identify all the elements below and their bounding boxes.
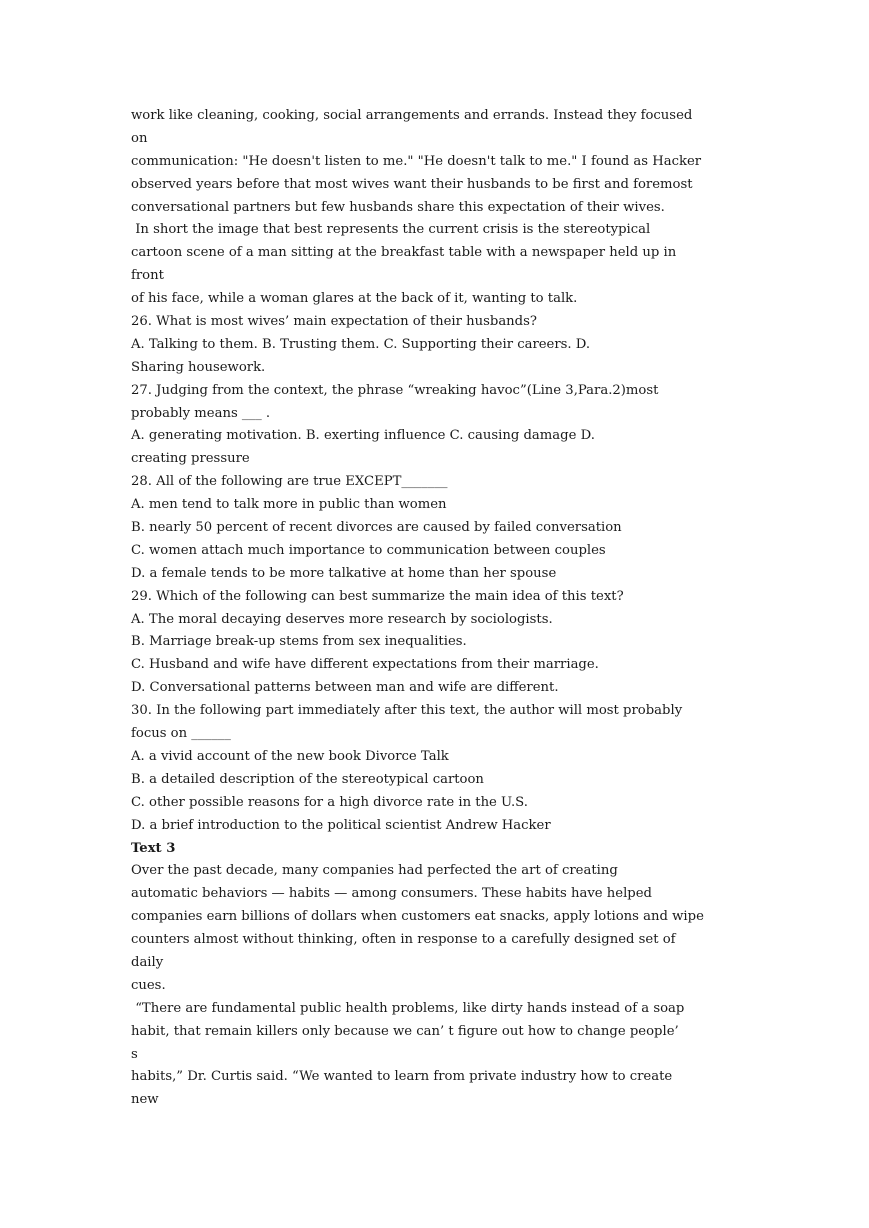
text-line: cues.: [131, 977, 166, 993]
question-29-option-d: D. Conversational patterns between man and wife are different.: [131, 680, 559, 696]
text-line: on: [131, 130, 148, 146]
text-line: observed years before that most wives want their husbands to be first and foremost: [131, 176, 693, 192]
document-page: [131, 105, 743, 1112]
text-line: s: [131, 1046, 138, 1062]
question-30: 30. In the following part immediately after this text, the author will most probably: [131, 703, 683, 719]
question-26-options: Sharing housework.: [131, 359, 266, 375]
question-30-option-b: B. a detailed description of the stereotypical cartoon: [131, 771, 484, 787]
text-line: conversational partners but few husbands share this expectation of their wives.: [131, 199, 665, 215]
text-line: counters almost without thinking, often in response to a carefully designed set of: [131, 932, 676, 948]
question-28-option-b: B. nearly 50 percent of recent divorces are caused by failed conversation: [131, 520, 622, 536]
question-27-options: A. generating motivation. B. exerting influence C. causing damage D.: [131, 428, 595, 444]
question-30-option-d: D. a brief introduction to the political scientist Andrew Hacker: [131, 817, 551, 833]
section-heading: Text 3: [131, 840, 176, 856]
question-29-option-c: C. Husband and wife have different expectations from their marriage.: [131, 657, 599, 673]
question-26: 26. What is most wives’ main expectation of their husbands?: [131, 314, 537, 330]
question-28-option-a: A. men tend to talk more in public than women: [131, 497, 447, 513]
text-line: Over the past decade, many companies had perfected the art of creating: [131, 863, 618, 879]
question-27-options: creating pressure: [131, 451, 250, 467]
question-30-option-c: C. other possible reasons for a high divorce rate in the U.S.: [131, 794, 528, 810]
question-30-option-a: A. a vivid account of the new book Divorce Talk: [131, 748, 449, 764]
text-line: front: [131, 268, 164, 284]
question-27: 27. Judging from the context, the phrase “wreaking havoc”(Line 3,Para.2)most: [131, 382, 659, 398]
text-line: daily: [131, 954, 164, 970]
text-line: habit, that remain killers only because we can’ t figure out how to change people’: [131, 1023, 679, 1039]
question-28-option-d: D. a female tends to be more talkative at home than her spouse: [131, 565, 557, 581]
text-line: communication: "He doesn't listen to me." "He doesn't talk to me." I found as Hacker: [131, 153, 702, 169]
text-line: companies earn billions of dollars when customers eat snacks, apply lotions and wipe: [131, 909, 704, 925]
text-line: In short the image that best represents the current crisis is the stereotypical: [131, 222, 651, 238]
question-29: 29. Which of the following can best summarize the main idea of this text?: [131, 588, 624, 604]
question-26-options: A. Talking to them. B. Trusting them. C. Supporting their careers. D.: [131, 336, 591, 352]
question-28-option-c: C. women attach much importance to communication between couples: [131, 542, 606, 558]
question-28: 28. All of the following are true EXCEPT_______: [131, 474, 448, 490]
text-line: new: [131, 1092, 159, 1108]
text-line: habits,” Dr. Curtis said. “We wanted to learn from private industry how to create: [131, 1069, 673, 1085]
question-27: probably means ___ .: [131, 405, 271, 421]
question-29-option-b: B. Marriage break-up stems from sex inequalities.: [131, 634, 467, 650]
text-line: automatic behaviors — habits — among consumers. These habits have helped: [131, 886, 652, 902]
text-line: “There are fundamental public health problems, like dirty hands instead of a soap: [131, 1000, 685, 1016]
text-line: of his face, while a woman glares at the back of it, wanting to talk.: [131, 291, 578, 307]
text-line: cartoon scene of a man sitting at the breakfast table with a newspaper held up in: [131, 245, 677, 261]
text-line: work like cleaning, cooking, social arrangements and errands. Instead they focused: [131, 108, 693, 123]
question-30: focus on ______: [131, 726, 231, 742]
question-29-option-a: A. The moral decaying deserves more research by sociologists.: [131, 611, 553, 627]
